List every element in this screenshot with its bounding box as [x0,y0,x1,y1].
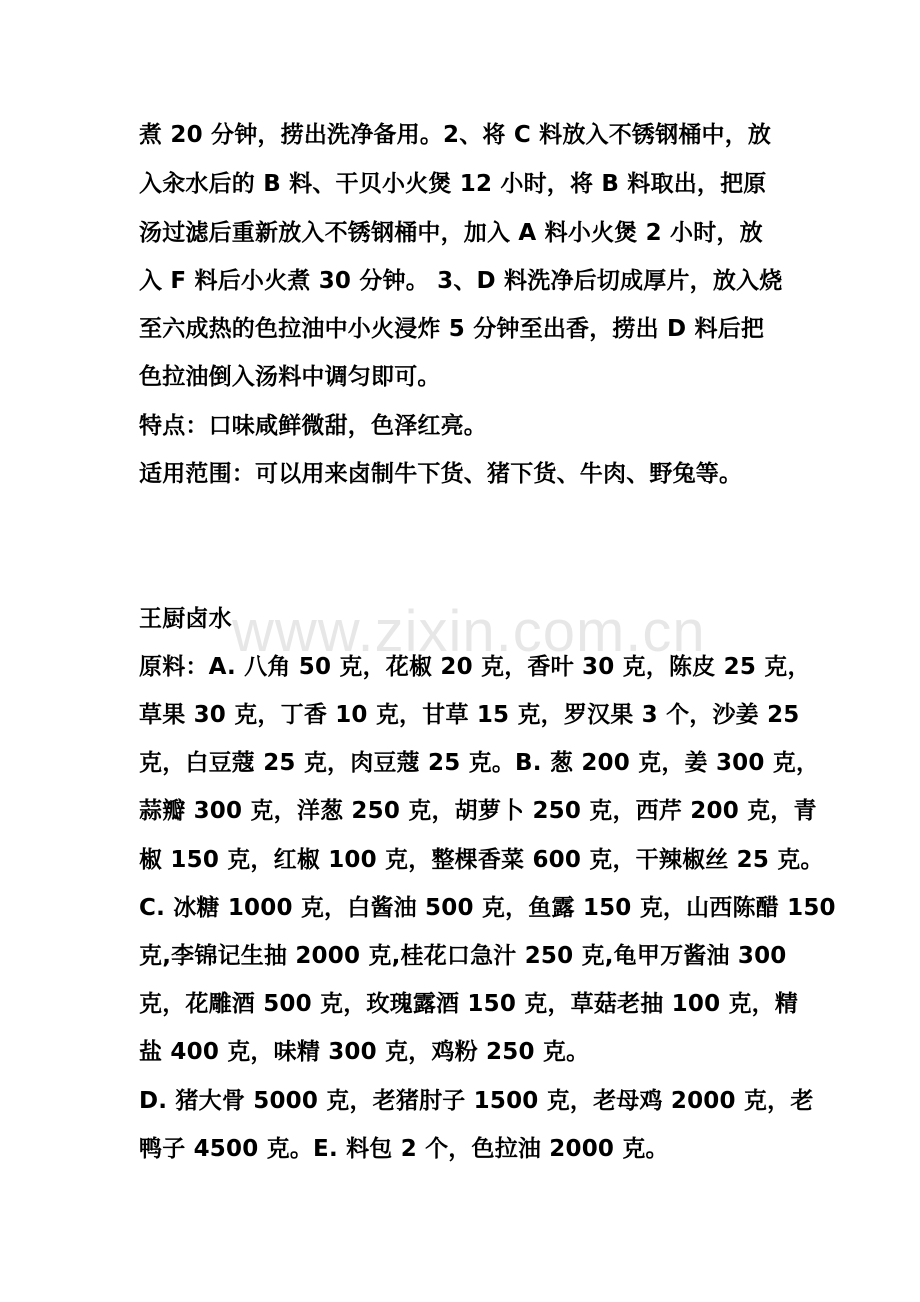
watermark: www.zixin.com.cn [232,599,706,664]
usage-line: 适用范围：可以用来卤制牛下货、猪下货、牛肉、野兔等。 [139,461,743,487]
paragraph-line: 入 F 料后小火煮 30 分钟。 3、D 料洗净后切成厚片，放入烧 [139,268,783,294]
features-line: 特点：口味咸鲜微甜，色泽红亮。 [139,413,487,439]
ingredient-line: 鸭子 4500 克。E. 料包 2 个，色拉油 2000 克。 [139,1136,669,1162]
ingredient-line: 克，白豆蔻 25 克，肉豆蔻 25 克。B. 葱 200 克，姜 300 克， [139,750,820,776]
paragraph-line: 色拉油倒入汤料中调匀即可。 [139,364,441,390]
paragraph-line: 至六成热的色拉油中小火浸炸 5 分钟至出香，捞出 D 料后把 [139,316,765,342]
ingredient-line: C. 冰糖 1000 克，白酱油 500 克，鱼露 150 克，山西陈醋 150 [139,895,836,921]
section-title: 王厨卤水 [139,606,232,632]
ingredient-line: D. 猪大骨 5000 克，老猪肘子 1500 克，老母鸡 2000 克，老 [139,1088,814,1114]
ingredient-line: 盐 400 克，味精 300 克，鸡粉 250 克。 [139,1039,590,1065]
ingredient-line: 克，花雕酒 500 克，玫瑰露酒 150 克，草菇老抽 100 克，精 [139,991,799,1017]
paragraph-line: 入汆水后的 B 料、干贝小火煲 12 小时，将 B 料取出，把原 [139,171,767,197]
paragraph-line: 汤过滤后重新放入不锈钢桶中，加入 A 料小火煲 2 小时，放 [139,220,763,246]
ingredient-line: 克,李锦记生抽 2000 克,桂花口急汁 250 克,龟甲万酱油 300 [139,943,787,969]
ingredient-line: 原料：A. 八角 50 克，花椒 20 克，香叶 30 克，陈皮 25 克， [139,654,811,680]
ingredient-line: 椒 150 克，红椒 100 克，整棵香菜 600 克，干辣椒丝 25 克。 [139,847,824,873]
ingredient-line: 蒜瓣 300 克，洋葱 250 克，胡萝卜 250 克，西芹 200 克，青 [139,798,817,824]
ingredient-line: 草果 30 克，丁香 10 克，甘草 15 克，罗汉果 3 个，沙姜 25 [139,702,800,728]
paragraph-line: 煮 20 分钟，捞出洗净备用。2、将 C 料放入不锈钢桶中，放 [139,122,772,148]
